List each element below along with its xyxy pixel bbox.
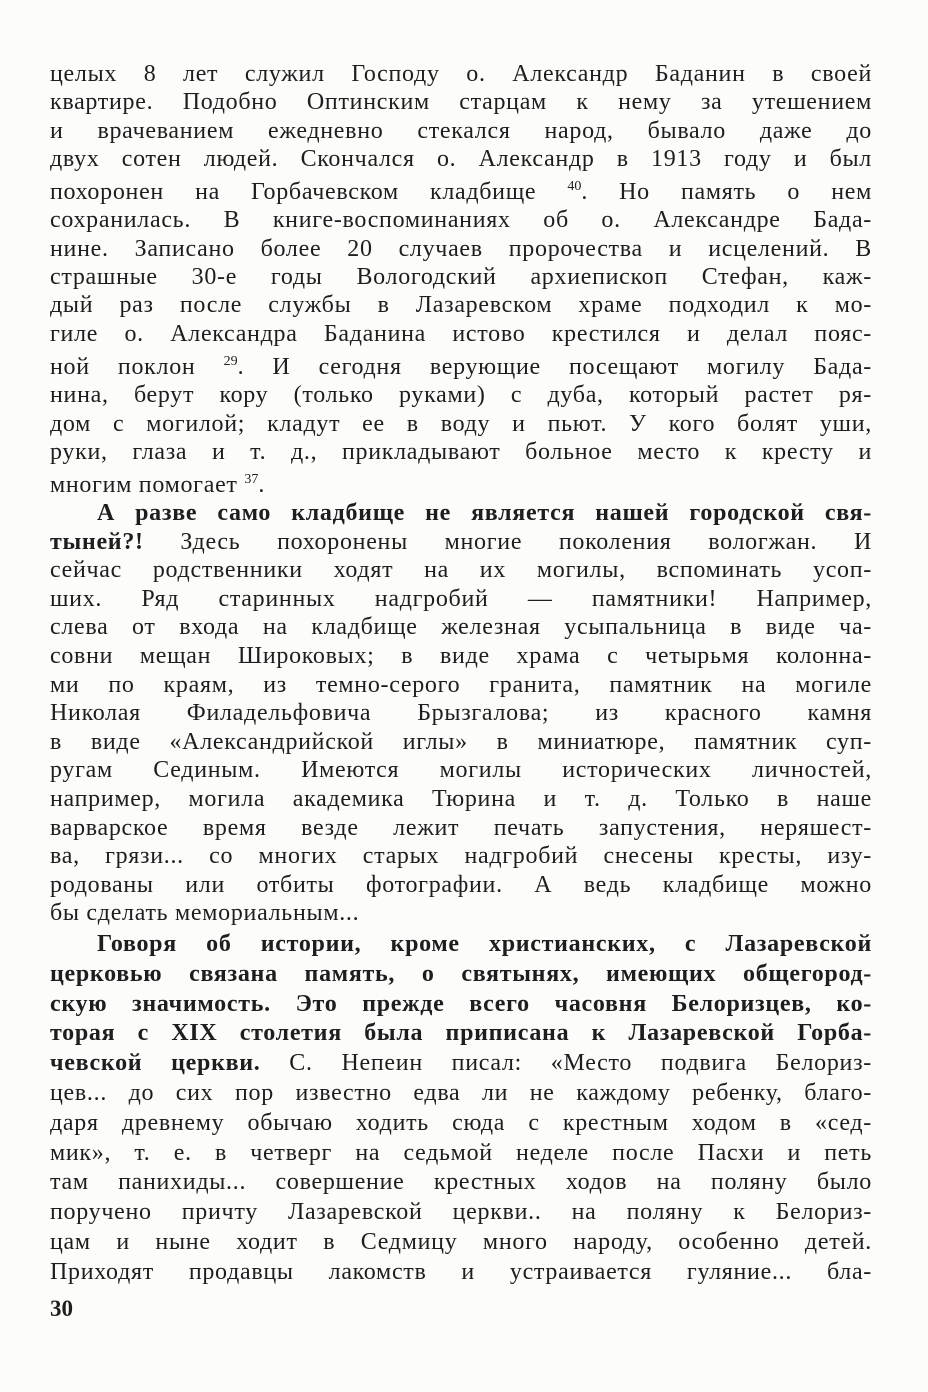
text-line (50, 145, 872, 173)
text-line (50, 88, 872, 116)
text-line (50, 348, 872, 381)
text: и врачеванием ежедневно стекался народ, бывало даже до (50, 117, 872, 144)
text-line (50, 960, 872, 990)
text-line (50, 1019, 872, 1049)
text-line (50, 1139, 872, 1169)
text-line (50, 842, 872, 871)
bold-text: Говоря об истории, кроме христианских, с Лазаревской (97, 931, 872, 957)
text: квартире. Подобно Оптинским старцам к нему за утешением (50, 89, 872, 116)
text: цев... до сих пор известно едва ли не каждому ребенку, благо- (50, 1079, 872, 1106)
text: бы сделать мемориальным... (50, 900, 360, 927)
text: многим помогает (50, 472, 245, 499)
bold-text: церковью связана память, о святынях, имеющих общегород- (50, 960, 872, 987)
text: цам и ныне ходит в Седмицу много народу, особенно детей. (50, 1228, 872, 1255)
text: нина, берут кору (только руками) с дуба, который растет ря- (50, 382, 872, 409)
text: ми по краям, из темно-серого гранита, памятник на могиле (50, 671, 872, 698)
text: . (258, 472, 266, 499)
text-line (50, 556, 872, 585)
text: дом с могилой; кладут ее в воду и пьют. У кого болят уши, (50, 410, 872, 437)
text: двух сотен людей. Скончался о. Александр в 1913 году и был (50, 145, 872, 172)
footnote-ref: 40 (567, 179, 582, 195)
paragraph-1 (50, 60, 872, 499)
text: ших. Ряд старинных надгробий — памятники! Например, (50, 585, 872, 612)
text: ной поклон (50, 353, 224, 380)
text: . Но память о нем (581, 179, 872, 206)
bold-text: скую значимость. Это прежде всего часовня Белоризцев, ко- (50, 990, 872, 1017)
text-line (50, 263, 872, 291)
footnote-ref: 37 (244, 472, 259, 488)
bold-text: торая с XIX столетия была приписана к Лазаревской Горба- (50, 1020, 872, 1047)
text: например, могила академика Тюрина и т. д. Только в наше (50, 785, 872, 812)
text: в виде «Александрийской иглы» в миниатюре, памятник суп- (50, 728, 872, 755)
text-line (50, 410, 872, 438)
text-line (50, 117, 872, 145)
text-line (50, 990, 872, 1020)
text-line (50, 1198, 872, 1228)
bold-text: А разве само кладбище не является нашей городской свя- (97, 500, 872, 526)
text-line (50, 438, 872, 466)
text: Николая Филадельфовича Брызгалова; из красного камня (50, 700, 872, 727)
text-line (50, 466, 872, 499)
text: родованы или отбиты фотографии. А ведь кладбище можно (50, 871, 872, 898)
text: целых 8 лет служил Господу о. Александр Баданин в своей (50, 61, 872, 87)
text-line (50, 1049, 872, 1079)
text-line (50, 1228, 872, 1258)
text: ва, грязи... со многих старых надгробий снесены кресты, изу- (50, 843, 872, 870)
text-line (50, 728, 872, 757)
text: мик», т. е. в четверг на седьмой неделе после Пасхи и петь (50, 1139, 872, 1166)
text: поручено причту Лазаревской церкви.. на поляну к Белориз- (50, 1199, 872, 1226)
text-line (50, 381, 872, 409)
text-line (50, 671, 872, 700)
text-line (50, 1258, 872, 1288)
bold-text: тыней?! (50, 528, 144, 555)
text-line (50, 60, 872, 88)
text: С. Непеин писал: «Место подвига Белориз- (260, 1050, 872, 1077)
text-line (50, 1079, 872, 1109)
paragraph-2 (50, 499, 872, 928)
text: там панихиды... совершение крестных ходов на поляну было (50, 1169, 872, 1196)
text-line (50, 173, 872, 206)
text: совни мещан Широковых; в виде храма с четырьмя колонна- (50, 642, 872, 669)
text: сейчас родственники ходят на их могилы, вспоминать усоп- (50, 557, 872, 584)
page-number: 30 (50, 1296, 73, 1321)
text: руки, глаза и т. д., прикладывают больное место к кресту и (50, 438, 872, 465)
text-line (50, 1109, 872, 1139)
text: даря древнему обычаю ходить сюда с крестным ходом в «сед- (50, 1109, 872, 1136)
text-line (50, 814, 872, 843)
text: страшные 30-е годы Вологодский архиепископ Стефан, каж- (50, 264, 872, 291)
text-line (50, 785, 872, 814)
paragraph-3 (50, 930, 872, 1288)
text: варварское время везде лежит печать запустения, неряшест- (50, 814, 872, 841)
text: гиле о. Александра Баданина истово крестился и делал пояс- (50, 320, 872, 347)
text: нине. Записано более 20 случаев пророчества и исцелений. В (50, 235, 872, 262)
text-line (50, 528, 872, 557)
text-line (50, 871, 872, 900)
text: ругам Сединым. Имеются могилы исторических личностей, (50, 757, 872, 784)
text-line (50, 1168, 872, 1198)
text-line (50, 930, 872, 960)
text: . И сегодня верующие посещают могилу Бада- (237, 353, 872, 380)
text-line (50, 642, 872, 671)
footnote-ref: 29 (223, 353, 238, 369)
text-line (50, 699, 872, 728)
text-line (50, 756, 872, 785)
text-line (50, 320, 872, 348)
text-line (50, 613, 872, 642)
text: сохранилась. В книге-воспоминаниях об о. Александре Бада- (50, 207, 872, 234)
text: дый раз после службы в Лазаревском храме подходил к мо- (50, 292, 872, 319)
text-line (50, 206, 872, 234)
text: слева от входа на кладбище железная усыпальница в виде ча- (50, 614, 872, 641)
text-line (50, 291, 872, 319)
text-line (50, 585, 872, 614)
text: Приходят продавцы лакомств и устраивается гуляние... бла- (50, 1258, 872, 1285)
bold-text: чевской церкви. (50, 1050, 261, 1077)
text-line (50, 499, 872, 528)
text: похоронен на Горбачевском кладбище (50, 179, 568, 206)
text-line (50, 899, 872, 928)
text: Здесь похоронены многие поколения вологжан. И (143, 528, 872, 555)
text-line (50, 235, 872, 263)
